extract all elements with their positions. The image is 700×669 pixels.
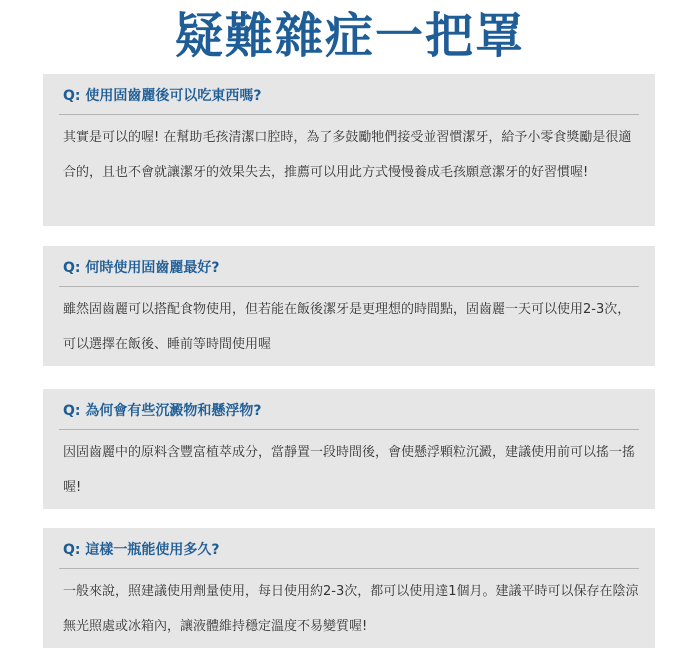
faq-question-2: Q: 何時使用固齒麗最好? [63,260,220,276]
faq-card-4 [43,528,655,648]
faq-divider [59,114,639,115]
faq-answer-2: 雖然固齒麗可以搭配食物使用，但若能在飯後潔牙是更理想的時間點，固齒麗一天可以使用2-3次，可以選擇在飯後、睡前等時間使用喔 [63,302,631,352]
faq-question-4: Q: 這樣一瓶能使用多久? [63,542,220,558]
faq-answer-3: 因固齒麗中的原料含豐富植萃成分，當靜置一段時間後，會使懸浮顆粒沉澱，建議使用前可以搖一搖喔! [63,445,636,495]
faq-card-1 [43,74,655,226]
faq-divider [59,429,639,430]
faq-divider [59,568,639,569]
faq-divider [59,286,639,287]
page-title: 疑難雜症一把罩 [174,8,525,64]
faq-question-3: Q: 為何會有些沉澱物和懸浮物? [63,403,262,419]
faq-card-3 [43,389,655,509]
faq-answer-1: 其實是可以的喔! 在幫助毛孩清潔口腔時，為了多鼓勵牠們接受並習慣潔牙，給予小零食獎勵是很適合的，且也不會就讓潔牙的效果失去，推薦可以用此方式慢慢養成毛孩願意潔牙的好習慣喔! [63,130,632,180]
faq-question-1: Q: 使用固齒麗後可以吃東西嗎? [63,88,262,104]
faq-card-2 [43,246,655,366]
faq-answer-4: 一般來說，照建議使用劑量使用，每日使用約2-3次，都可以使用達1個月。建議平時可以保存在陰涼無光照處或冰箱內，讓液體維持穩定溫度不易變質喔! [63,584,639,634]
